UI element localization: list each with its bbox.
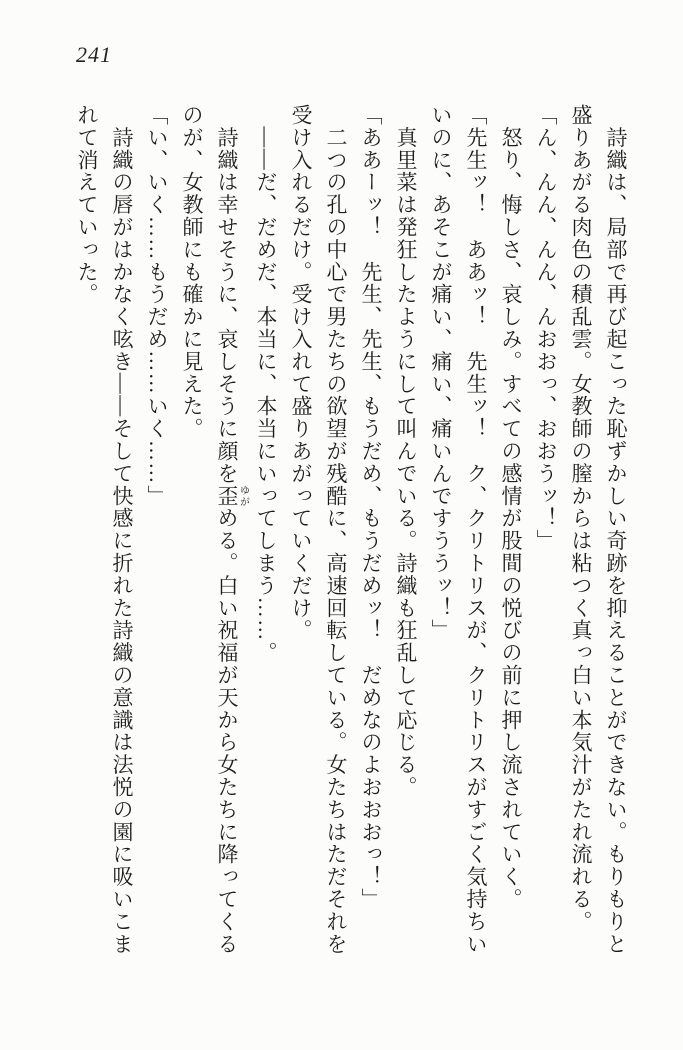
paragraph-4: 「先生ッ！ ああッ！ 先生ッ！ ク、クリトリスが、クリトリスがすごく気持ちいいのに、あそこが痛い、痛い、痛いんですううッ！」 <box>429 104 488 956</box>
furigana-ruby <box>215 484 249 508</box>
paragraph-8: ――だ、だめだ、本当に、本当にいってしまう……。 <box>254 104 278 664</box>
page-number: 241 <box>76 42 112 67</box>
paragraph-3: 怒り、悔しさ、哀しみ。すべての感情が股間の悦びの前に押し流されていく。 <box>499 104 523 911</box>
paragraph-6: 「ああーッ！ 先生、先生、もうだめ、もうだめッ！ だめなのよおおおっ！」 <box>359 104 383 911</box>
paragraph-9 <box>174 104 248 956</box>
paragraph-1: 詩織は、局部で再び起こった恥ずかしい奇跡を抑えることができない。もりもりと盛りあがる肉色の積乱雲。女教師の膣からは粘つく真っ白い本気汁がたれ流れる。 <box>569 104 628 956</box>
paragraph-5: 真里菜は発狂したようにして叫んでいる。詩織も狂乱して応じる。 <box>394 104 418 799</box>
paragraph-2: 「ん、んん、んん、んおおっ、おおうッ！」 <box>534 104 558 552</box>
paragraph-11: 詩織の唇がはかなく呟き――そして快感に折れた詩織の意識は法悦の園に吸いこまれて消えていった。 <box>75 104 134 956</box>
furigana-text: ゆが <box>237 484 249 508</box>
paragraph-7: 二つの孔の中心で男たちの欲望が残酷に、高速回転している。女たちはただそれを受け入れるだけ。受け入れて盛りあがっていくだけ。 <box>289 104 348 956</box>
furigana-base: 歪 <box>215 484 239 508</box>
paragraph-9-post: める。白い祝福が天から女たちに降ってくるのが、女教師にも確かに見えた。 <box>180 104 239 956</box>
paragraph-10: 「い、いく……もうだめ……いく……」 <box>145 104 169 508</box>
vertical-text-block <box>71 104 633 956</box>
paragraph-9-pre: 詩織は幸せそうに、哀しそうに顔を <box>215 104 239 485</box>
